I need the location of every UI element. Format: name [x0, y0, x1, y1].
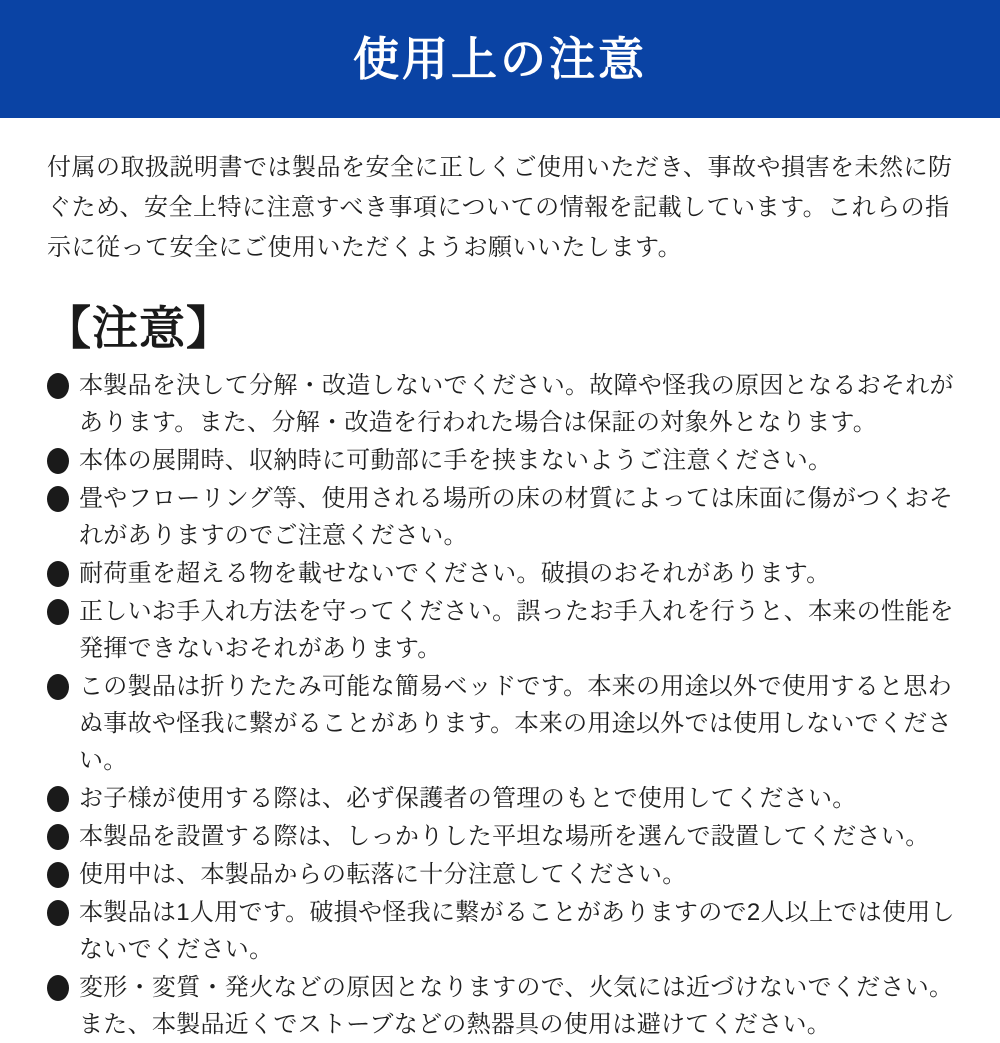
caution-item-text: 耐荷重を超える物を載せないでください。破損のおそれがあります。 [79, 559, 831, 587]
bullet-circle-icon [47, 561, 69, 587]
caution-list-item [47, 367, 955, 441]
bullet-circle-icon [47, 786, 69, 812]
caution-list-item [47, 593, 955, 667]
caution-list-item [47, 780, 955, 817]
caution-list-item [47, 856, 955, 893]
caution-list-item [47, 969, 955, 1043]
bullet-circle-icon [47, 824, 69, 850]
bullet-circle-icon [47, 599, 69, 625]
bullet-circle-icon [47, 448, 69, 474]
caution-item-text: お子様が使用する際は、必ず保護者の管理のもとで使用してください。 [79, 784, 857, 812]
caution-list-item [47, 442, 955, 479]
page-title: 使用上の注意 [353, 33, 647, 85]
bullet-circle-icon [47, 975, 69, 1001]
caution-list-item [47, 818, 955, 855]
caution-item-text: 変形・変質・発火などの原因となりますので、火気には近づけないでください。また、本製品近くでストーブなどの熱器具の使用は避けてください。 [79, 973, 954, 1038]
bullet-circle-icon [47, 674, 69, 700]
caution-item-text: 本体の展開時、収納時に可動部に手を挟まないようご注意ください。 [79, 446, 833, 474]
caution-list-item [47, 894, 955, 968]
caution-item-text: この製品は折りたたみ可能な簡易ベッドです。本来の用途以外で使用すると思わぬ事故や怪我に繋がることがあります。本来の用途以外では使用しないでください。 [79, 672, 952, 774]
caution-item-text: 本製品は1人用です。破損や怪我に繋がることがありますので2人以上では使用しないでください。 [79, 898, 955, 963]
bullet-circle-icon [47, 373, 69, 399]
caution-item-text: 本製品を設置する際は、しっかりした平坦な場所を選んで設置してください。 [79, 822, 930, 850]
intro-paragraph: 付属の取扱説明書では製品を安全に正しくご使用いただき、事故や損害を未然に防ぐため、安全上特に注意すべき事項についての情報を記載しています。これらの指示に従って安全にご使用いただくようお願いいたします。 [47, 154, 953, 261]
content-area [0, 148, 1000, 1043]
caution-list [47, 367, 955, 1043]
caution-list-item [47, 668, 955, 779]
caution-list-item [47, 480, 955, 554]
page-header-banner [0, 0, 1000, 118]
bullet-circle-icon [47, 862, 69, 888]
caution-item-text: 畳やフローリング等、使用される場所の床の材質によっては床面に傷がつくおそれがありますのでご注意ください。 [79, 484, 954, 549]
caution-item-text: 正しいお手入れ方法を守ってください。誤ったお手入れを行うと、本来の性能を発揮できないおそれがあります。 [79, 597, 954, 662]
bullet-circle-icon [47, 486, 69, 512]
caution-list-item [47, 555, 955, 592]
caution-item-text: 使用中は、本製品からの転落に十分注意してください。 [79, 860, 687, 888]
bullet-circle-icon [47, 900, 69, 926]
caution-item-text: 本製品を決して分解・改造しないでください。故障や怪我の原因となるおそれがあります。また、分解・改造を行われた場合は保証の対象外となります。 [79, 371, 954, 436]
caution-heading: 【注意】 [45, 302, 233, 354]
